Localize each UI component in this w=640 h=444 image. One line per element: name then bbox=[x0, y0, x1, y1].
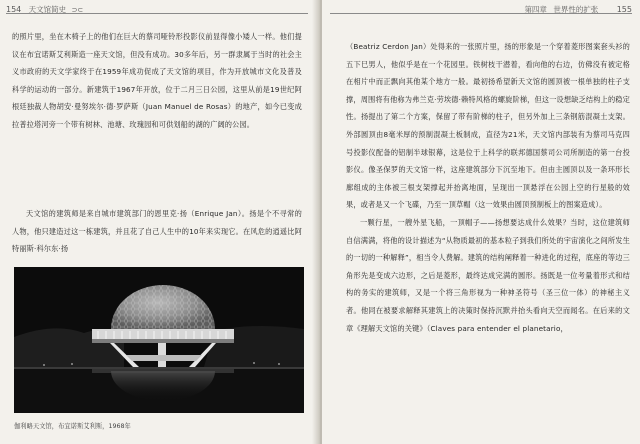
planetarium-photo bbox=[14, 267, 304, 413]
chapter-label: 第四章 bbox=[524, 5, 547, 14]
left-paragraph: 天文馆的建筑师是来自城市建筑部门的恩里克·扬（Enrique Jan）。扬是个不寻常的人物，他只建造过这一栋建筑，并且花了自己人生中的10年来实现它。在风危的逍遥比阿特丽斯·科尔东·扬 bbox=[12, 209, 302, 254]
photo-caption: 伽利略天文馆，布宜诺斯艾利斯，1968年 bbox=[14, 423, 131, 430]
left-header-rule bbox=[6, 13, 308, 14]
right-header-rule bbox=[330, 13, 632, 14]
left-body-text bbox=[12, 28, 302, 134]
right-page-number: 155 bbox=[616, 5, 632, 14]
left-body-text-2 bbox=[12, 205, 302, 258]
left-running-title: 天文馆简史 bbox=[28, 5, 67, 14]
left-paragraph: 的照片里，坐在木椅子上的他们在巨大的蔡司哑铃形投影仪前显得像小矮人一样。他们提议在布宜诺斯艾利斯造一座天文馆，但没有成功。30多年后，另一群隶属于当时的社会主义市政府的天文学家终于在1959年成功促成了天文馆的项目，作为开放城市文化及普及科学的运动的一部分。新建筑于1967年开放，位于二月三日公园，这里从前是19世纪阿根廷独裁人物胡安·曼努埃尔·德·罗萨斯（Juan Manuel de Rosas）的地产，如今已变成拉普拉塔河旁一个带有树林、池塘、玫瑰园和可供划船的湖的广阔的公园。 bbox=[12, 32, 302, 129]
right-running-title: 世界性的扩张 bbox=[553, 5, 599, 14]
right-paragraph: 一颗行星，一艘外星飞船，一顶帽子——扬想要达成什么效果？当时，这位建筑师自信满满，将他的设计描述为“从物质最初的基本粒子到我们所处的宇宙演化之间所发生的一切的一种解释”，相当令人费解。建筑的结构阐释着一种进化的过程，底座的等边三角形先是变成六边形，之后是菱形，最终达成完满的圆形。扬既是一位考量着形式和结构的务实的建筑师，又是一个将三角形视为一种神圣符号（圣三位一体）的神秘主义者。他同在被要求解释其建筑上的决策时保持沉默并抬头看向天空而闻名。在后来的文章《理解天文馆的关键》（Claves para entender el planetario， bbox=[346, 217, 630, 333]
right-paragraph: （Beatriz Cerdon Jan）处得来的一张照片里，扬的形象是一个穿着菱形图案套头衫的五下巳男人，他似乎是在一个花园里。铁树枝干潜着，看向他的右边，仿佛没有被定格在相片中而正飘向其他某个地方一般。最初扬希望新天文馆的圆顶被一根单独的柱子支撑，周围将有他称为弗兰克·劳埃德·赖特风格的螺旋阶梯，但这一设想缺乏结构上的稳定性。扬提出了第二个方案，保留了带有阶梯的柱子，但另外加上三条钢筋混凝土支架。外部圆顶由8毫米厚的预制混凝土板制成，直径为21米，天文馆内部装有为蔡司马克四号投影仪配备的铝制半球银幕，这是位于上科学的联邦德国蔡司公司所制造的第一台投影仪。像圣保罗的天文馆一样，这座建筑部分下沉至地下。但由主圆顶以及一条环形长廊组成的主体被三根支架撑起并抬离地面，呈现出一顶悬浮在公园上空的行星般的效果，或者是又一个飞碟，乃至一顶草帽（这一效果由圆顶预制板上的图案造成）。 bbox=[346, 42, 630, 210]
ornament-icon: ⊃⊂ bbox=[71, 6, 84, 14]
planetarium-illustration bbox=[14, 267, 304, 413]
left-page-number: 154 bbox=[6, 5, 22, 14]
left-page bbox=[0, 0, 318, 444]
right-page bbox=[322, 0, 640, 444]
right-body-text bbox=[346, 38, 630, 337]
